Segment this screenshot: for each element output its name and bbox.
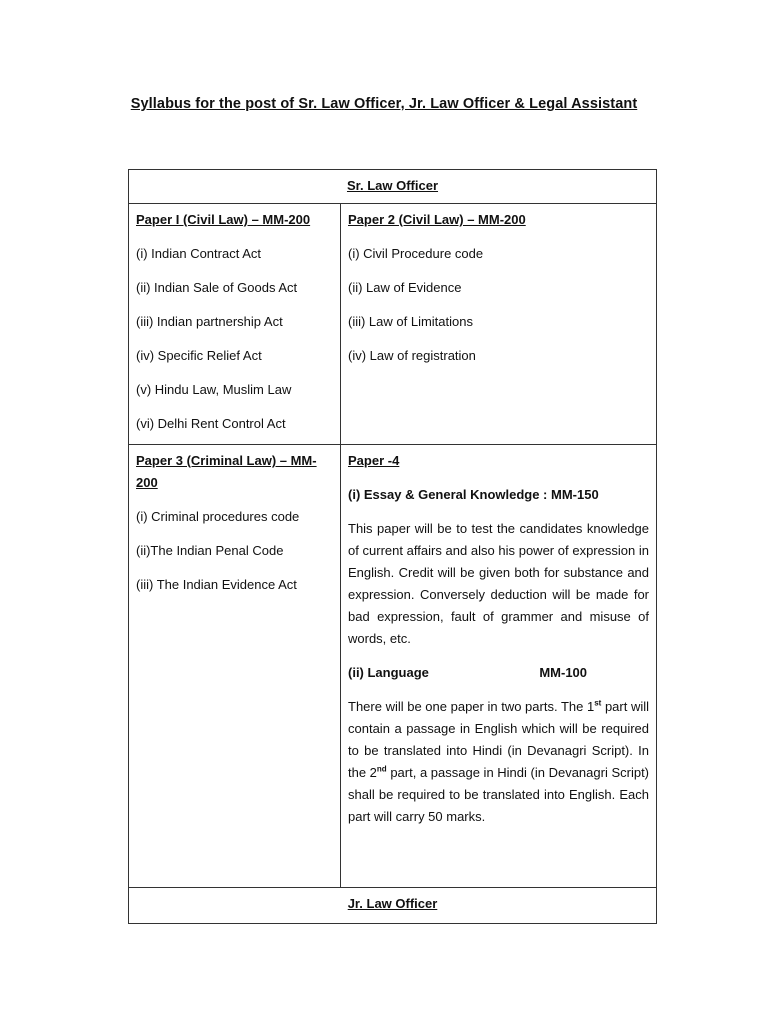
paper1-heading: Paper I (Civil Law) – MM-200	[136, 212, 311, 227]
paper4-heading: Paper -4	[348, 453, 400, 468]
jr-header-row	[129, 888, 657, 924]
language-text-part1: There will be one paper in two parts. The 1	[348, 699, 595, 714]
page-title: Syllabus for the post of Sr. Law Officer, Jr. Law Officer & Legal Assistant	[130, 96, 638, 112]
paper3-cell	[129, 445, 341, 888]
criminal-law-row	[129, 445, 657, 888]
paper2-item: (ii) Law of Evidence	[348, 280, 462, 295]
essay-title: (i) Essay & General Knowledge : MM-150	[348, 487, 599, 502]
sr-law-officer-header: Sr. Law Officer	[346, 178, 439, 193]
paper2-item: (i) Civil Procedure code	[348, 246, 484, 261]
language-text-part3: part, a passage in Hindi (in Devanagri Script) shall be required to be translated into English. Each part will carry 50 marks.	[348, 765, 650, 824]
jr-header-cell	[129, 888, 657, 924]
paper3-heading: Paper 3 (Criminal Law) – MM-200	[136, 453, 317, 490]
paper2-cell	[341, 204, 657, 445]
paper1-item: (vi) Delhi Rent Control Act	[136, 416, 286, 431]
ordinal-st: st	[594, 698, 602, 708]
language-description	[348, 696, 649, 828]
paper1-item: (i) Indian Contract Act	[136, 246, 261, 261]
paper4-cell	[341, 445, 657, 888]
syllabus-table	[128, 169, 657, 924]
jr-law-officer-header: Jr. Law Officer	[347, 896, 438, 911]
paper1-item: (iii) Indian partnership Act	[136, 314, 283, 329]
paper2-item: (iii) Law of Limitations	[348, 314, 473, 329]
paper2-item: (iv) Law of registration	[348, 348, 476, 363]
language-marks: MM-100	[539, 665, 588, 680]
paper3-item: (iii) The Indian Evidence Act	[136, 577, 297, 592]
paper1-item: (ii) Indian Sale of Goods Act	[136, 280, 298, 295]
sr-header-row	[129, 170, 657, 204]
essay-description: This paper will be to test the candidates knowledge of current affairs and also his power of expression in English. Credit will be given both for substance and expression. Conversely deduction will be made for bad expression, fault of grammer and misuse of words, etc.	[348, 521, 650, 646]
civil-law-row	[129, 204, 657, 445]
paper2-heading: Paper 2 (Civil Law) – MM-200	[348, 212, 526, 227]
paper1-item: (iv) Specific Relief Act	[136, 348, 262, 363]
paper1-cell	[129, 204, 341, 445]
paper3-item: (ii)The Indian Penal Code	[136, 543, 284, 558]
paper3-item: (i) Criminal procedures code	[136, 509, 300, 524]
ordinal-nd: nd	[376, 764, 387, 774]
paper1-item: (v) Hindu Law, Muslim Law	[136, 382, 292, 397]
sr-header-cell	[129, 170, 657, 204]
language-text-part2: part will contain a passage in English which will be required to be translated into Hindi (in Devanagri Script). In the 2	[348, 699, 650, 780]
language-title: (ii) Language	[348, 665, 429, 680]
language-title-row	[348, 662, 649, 684]
